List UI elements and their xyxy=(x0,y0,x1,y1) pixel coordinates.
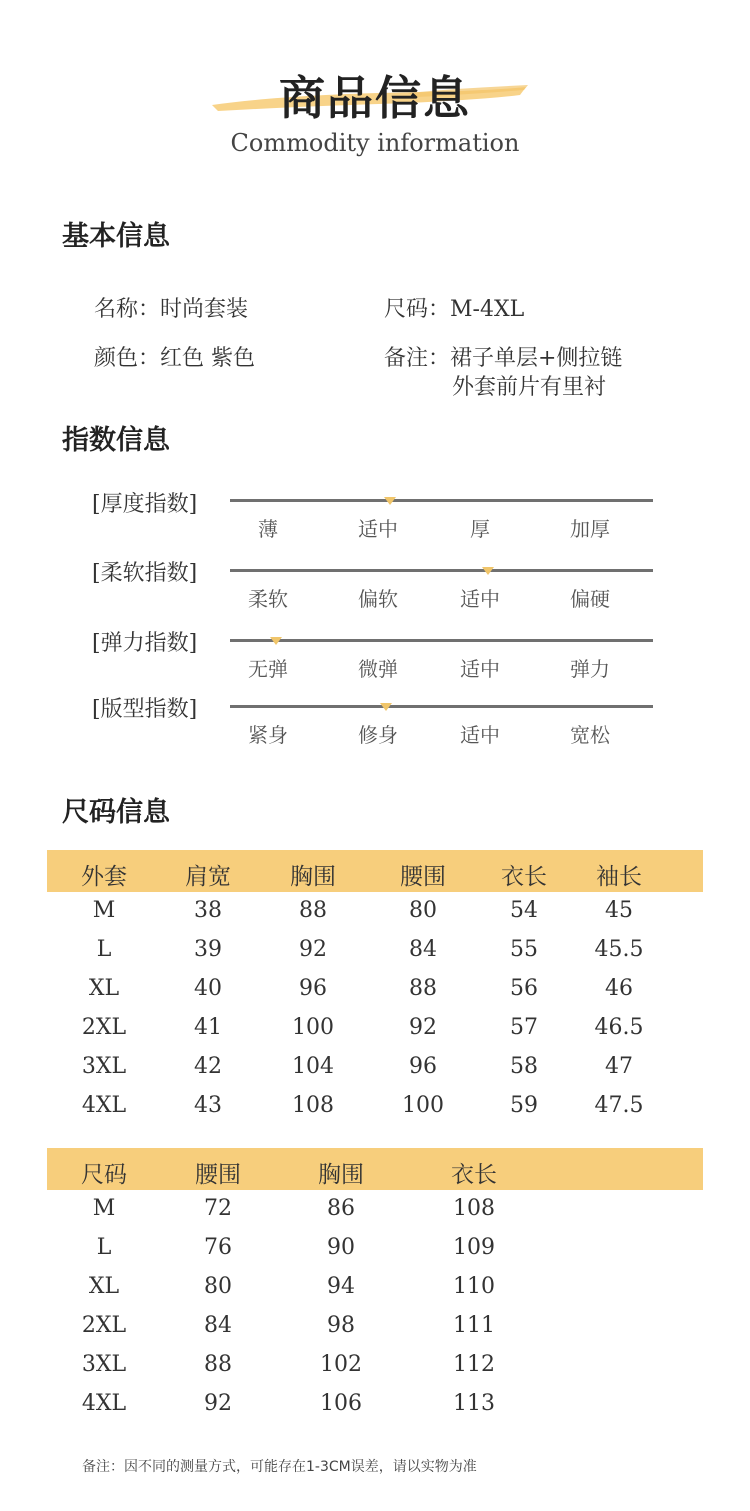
table-cell: 92 xyxy=(204,1391,232,1416)
table-cell: 88 xyxy=(409,976,437,1001)
index-scale-label: [厚度指数] xyxy=(92,492,198,517)
index-scale-track xyxy=(230,499,653,502)
table-cell: 43 xyxy=(194,1093,222,1118)
table-header-cell: 衣长 xyxy=(501,864,547,890)
table-cell: 112 xyxy=(453,1352,495,1377)
table-cell: 59 xyxy=(510,1093,538,1118)
table-cell: 113 xyxy=(453,1391,495,1416)
table-cell: 3XL xyxy=(81,1352,127,1377)
index-scale-label: [版型指数] xyxy=(92,697,198,722)
page-title: 商品信息 xyxy=(279,71,471,125)
table-cell: 98 xyxy=(327,1313,355,1338)
table-cell: 106 xyxy=(320,1391,362,1416)
product-name: 名称：时尚套装 xyxy=(94,297,249,322)
index-scale-option: 紧身 xyxy=(248,723,288,747)
table-cell: 56 xyxy=(510,976,538,1001)
table-cell: 47 xyxy=(605,1054,633,1079)
table-header-cell: 袖长 xyxy=(596,864,642,890)
table-cell: XL xyxy=(88,976,120,1001)
table-cell: 92 xyxy=(409,1015,437,1040)
table-cell: 57 xyxy=(510,1015,538,1040)
table-cell: 41 xyxy=(194,1015,222,1040)
index-scale-marker-icon xyxy=(384,497,396,505)
table-cell: 104 xyxy=(292,1054,334,1079)
table-cell: 4XL xyxy=(81,1093,127,1118)
table-cell: M xyxy=(92,1196,116,1221)
table-header-cell: 腰围 xyxy=(400,864,446,890)
table-cell: 40 xyxy=(194,976,222,1001)
index-scale-option: 宽松 xyxy=(570,723,610,747)
section-title-size: 尺码信息 xyxy=(62,797,170,828)
table-cell: 45 xyxy=(605,898,633,923)
index-scale-label: [弹力指数] xyxy=(92,631,198,656)
table-cell: 102 xyxy=(320,1352,362,1377)
index-scale-marker-icon xyxy=(270,637,282,645)
index-scale-option: 微弹 xyxy=(358,657,398,681)
table-cell: 110 xyxy=(453,1274,495,1299)
table-cell: 96 xyxy=(409,1054,437,1079)
table-cell: 46 xyxy=(605,976,633,1001)
table-cell: 80 xyxy=(409,898,437,923)
table-cell: 94 xyxy=(327,1274,355,1299)
table-cell: 4XL xyxy=(81,1391,127,1416)
table-cell: M xyxy=(92,898,116,923)
product-size-range: 尺码：M-4XL xyxy=(384,297,525,322)
table-cell: 55 xyxy=(510,937,538,962)
index-scale-track xyxy=(230,705,653,708)
section-title-index: 指数信息 xyxy=(62,425,170,456)
table-header-cell: 肩宽 xyxy=(185,864,231,890)
index-scale-option: 薄 xyxy=(258,517,278,541)
table-cell: 109 xyxy=(453,1235,495,1260)
index-scale-option: 弹力 xyxy=(570,657,610,681)
table-cell: 108 xyxy=(292,1093,334,1118)
table-header-cell: 胸围 xyxy=(290,864,336,890)
index-scale-option: 加厚 xyxy=(570,517,610,541)
table-cell: XL xyxy=(88,1274,120,1299)
table-cell: L xyxy=(96,1235,112,1260)
table-cell: 96 xyxy=(299,976,327,1001)
table-cell: 84 xyxy=(204,1313,232,1338)
table-cell: 80 xyxy=(204,1274,232,1299)
footnote: 备注：因不同的测量方式，可能存在1-3CM误差，请以实物为准 xyxy=(82,1459,477,1475)
table-cell: 86 xyxy=(327,1196,355,1221)
table-cell: 100 xyxy=(402,1093,444,1118)
index-scale-option: 偏软 xyxy=(358,587,398,611)
product-note-line2: 外套前片有里衬 xyxy=(452,375,607,400)
page-subtitle: Commodity information xyxy=(230,129,520,157)
table-cell: 100 xyxy=(292,1015,334,1040)
index-scale-option: 偏硬 xyxy=(570,587,610,611)
index-scale-option: 适中 xyxy=(460,723,500,747)
index-scale-track xyxy=(230,639,653,642)
product-note-line1: 备注：裙子单层+侧拉链 xyxy=(384,346,623,371)
index-scale-option: 厚 xyxy=(470,517,490,541)
section-title-basic: 基本信息 xyxy=(62,221,170,252)
table-header-cell: 尺码 xyxy=(81,1162,127,1188)
index-scale-label: [柔软指数] xyxy=(92,561,198,586)
table-cell: 111 xyxy=(453,1313,495,1338)
table-cell: L xyxy=(96,937,112,962)
table-cell: 108 xyxy=(453,1196,495,1221)
table-cell: 76 xyxy=(204,1235,232,1260)
table-cell: 42 xyxy=(194,1054,222,1079)
table-cell: 58 xyxy=(510,1054,538,1079)
table-cell: 72 xyxy=(204,1196,232,1221)
table-cell: 2XL xyxy=(81,1015,127,1040)
index-scale-track xyxy=(230,569,653,572)
table-cell: 88 xyxy=(204,1352,232,1377)
index-scale-option: 柔软 xyxy=(248,587,288,611)
table-cell: 38 xyxy=(194,898,222,923)
index-scale-option: 适中 xyxy=(460,587,500,611)
index-scale-option: 适中 xyxy=(358,517,398,541)
table-header-cell: 外套 xyxy=(81,864,127,890)
table-cell: 92 xyxy=(299,937,327,962)
table-cell: 47.5 xyxy=(594,1093,644,1118)
index-scale-option: 适中 xyxy=(460,657,500,681)
table-cell: 88 xyxy=(299,898,327,923)
product-colors: 颜色：红色 紫色 xyxy=(94,346,255,371)
table-cell: 3XL xyxy=(81,1054,127,1079)
table-cell: 45.5 xyxy=(594,937,644,962)
table-cell: 2XL xyxy=(81,1313,127,1338)
table-header-cell: 胸围 xyxy=(318,1162,364,1188)
table-cell: 46.5 xyxy=(594,1015,644,1040)
table-cell: 90 xyxy=(327,1235,355,1260)
index-scale-option: 修身 xyxy=(358,723,398,747)
table-cell: 84 xyxy=(409,937,437,962)
table-cell: 39 xyxy=(194,937,222,962)
index-scale-marker-icon xyxy=(482,567,494,575)
table-cell: 54 xyxy=(510,898,538,923)
index-scale-option: 无弹 xyxy=(248,657,288,681)
index-scale-marker-icon xyxy=(380,703,392,711)
table-header-cell: 衣长 xyxy=(451,1162,497,1188)
table-header-cell: 腰围 xyxy=(195,1162,241,1188)
